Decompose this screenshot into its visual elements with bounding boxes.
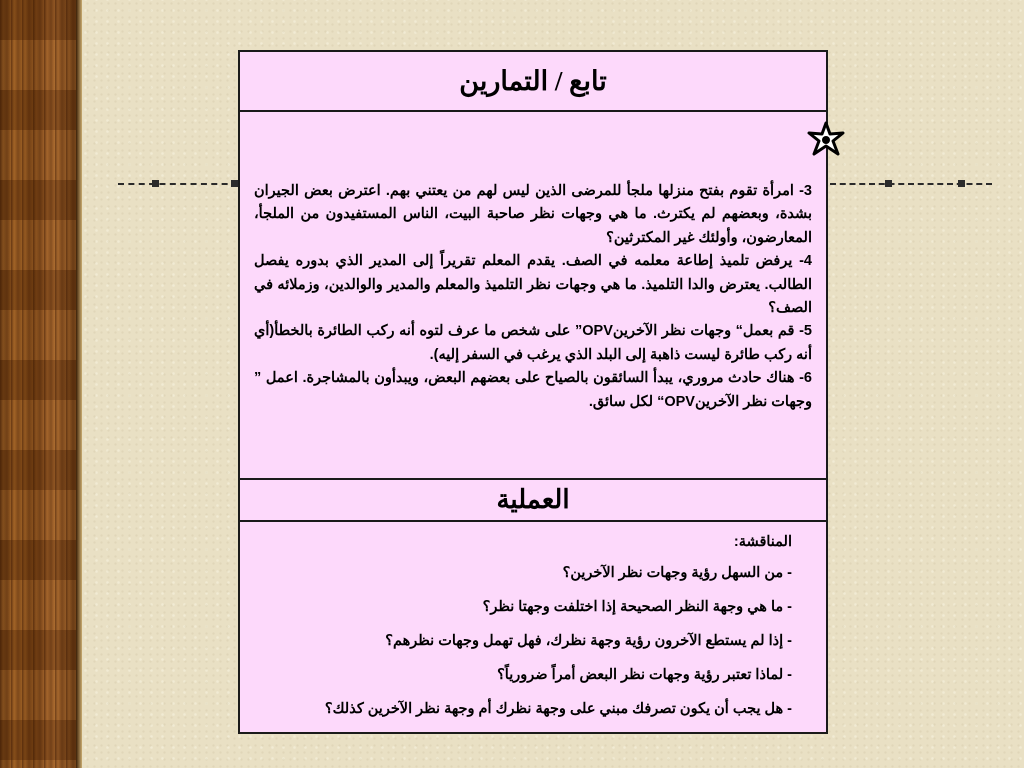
exercise-item: 6- هناك حادث مروري، يبدأ السائقون بالصياح على بعضهم البعض، ويبدأون بالمشاجرة. اعمل ” وجهات نظر الآخرينOPV“ لكل سائق.: [254, 370, 812, 410]
wood-border-strip: [0, 0, 76, 768]
exercise-item: 5- قم بعمل“ وجهات نظر الآخرينOPV” على شخص ما عرف لتوه أنه ركب الطائرة بالخطأ(أي أنه ركب طائرة ليست ذاهبة إلى البلد الذي يرغب في السفر إليه).: [254, 323, 812, 363]
exercise-item: 3- امرأة تقوم بفتح منزلها ملجأ للمرضى الذين ليس لهم من يعتني بهم. اعترض بعض الجيران بشدة، وبعضهم لم يكترث. ما هي وجهات نظر صاحبة البيت، الناس المستفيدون من الملجأ، المعارضون، وأولئك غير المكترثين؟: [254, 183, 812, 246]
exercise-item: 4- يرفض تلميذ إطاعة معلمه في الصف. يقدم المعلم تقريراً إلى المدير الذي بدوره يفصل الطالب. يعترض والدا التلميذ. ما هي وجهات نظر التلميذ والمعلم والمدير والوالدين، وزملائه في الصف؟: [254, 253, 812, 317]
discussion-section: [240, 522, 826, 726]
dashed-rule-right: [830, 183, 992, 185]
exercises-section: [240, 112, 826, 480]
rule-dot: [958, 180, 965, 187]
discussion-question: - ما هي وجهة النظر الصحيحة إذا اختلفت وجهتا نظر؟: [482, 599, 792, 615]
discussion-question: - هل يجب أن يكون تصرفك مبني على وجهة نظرك أم وجهة نظر الآخرين كذلك؟: [324, 701, 792, 717]
discussion-question: - لماذا تعتبر رؤية وجهات نظر البعض أمراً ضرورياً؟: [497, 667, 792, 683]
slide-panel: [238, 50, 828, 734]
rule-dot: [152, 180, 159, 187]
discussion-question: - إذا لم يستطع الآخرون رؤية وجهة نظرك، فهل تهمل وجهات نظرهم؟: [385, 633, 792, 649]
rule-dot: [231, 180, 238, 187]
section-title: العملية: [240, 480, 826, 522]
page-title: تابع / التمارين: [240, 52, 826, 112]
dashed-rule-left: [118, 183, 238, 185]
discussion-label: المناقشة:: [733, 534, 792, 550]
discussion-question: - من السهل رؤية وجهات نظر الآخرين؟: [562, 565, 792, 581]
rule-dot: [885, 180, 892, 187]
asterisk-star-icon: [806, 120, 846, 160]
wood-border-edge: [76, 0, 82, 768]
